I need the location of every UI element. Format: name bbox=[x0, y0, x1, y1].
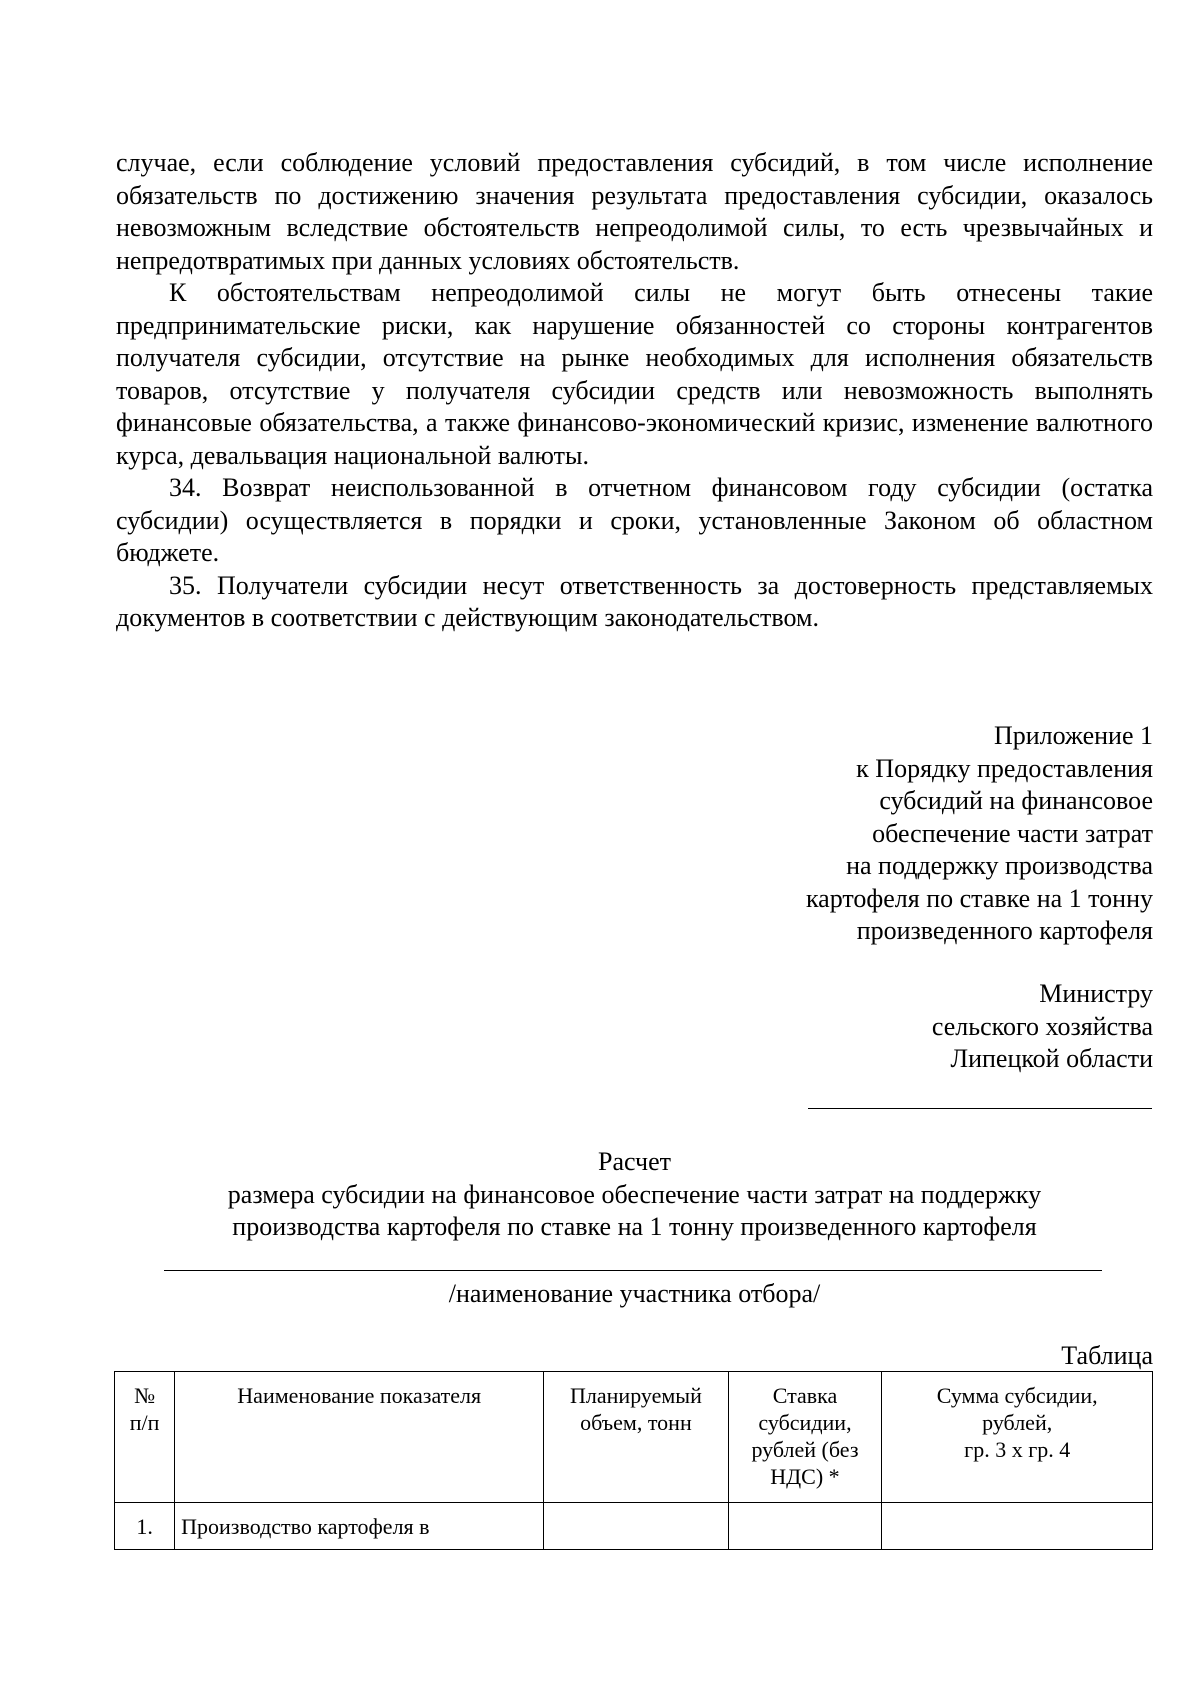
addressee-signature-line bbox=[808, 1108, 1152, 1109]
appendix-line: к Порядку предоставления bbox=[856, 753, 1153, 783]
addressee-block bbox=[932, 978, 1153, 1076]
header-rate-line: Ставка bbox=[772, 1383, 838, 1408]
calculation-subtitle-line: размера субсидии на финансовое обеспечение части затрат на поддержку bbox=[227, 1179, 1042, 1209]
appendix-line: на поддержку производства bbox=[846, 851, 1153, 880]
paragraph-business-risks: К обстоятельствам непреодолимой силы не могут быть отнесены такие предпринимательские риски, как нарушение обязанностей со стороны контрагентов получателя субсидии, отсутствие на рынке необходимых для исполнения обязательств товаров, отсутствие у получателя субсидии средств или невозможность выполнять финансовые обязательства, а также финансово-экономический кризис, изменение валютного курса, девальвация национальной валюты. bbox=[116, 278, 1153, 470]
header-sum-line: Сумма субсидии, bbox=[936, 1383, 1098, 1408]
header-sum-line: рублей, bbox=[982, 1410, 1053, 1435]
addressee-line: Липецкой области bbox=[950, 1044, 1153, 1073]
header-sum-line: гр. 3 х гр. 4 bbox=[964, 1437, 1071, 1462]
appendix-line: субсидий на финансовое bbox=[879, 786, 1153, 815]
header-rate-line: НДС) * bbox=[770, 1464, 840, 1489]
cell-num: 1. bbox=[115, 1503, 175, 1550]
appendix-heading bbox=[806, 720, 1153, 948]
paragraph-force-majeure-continuation: случае, если соблюдение условий предоставления субсидий, в том числе исполнение обязательств по достижению значения результата предоставления субсидии, оказалось невозможным вследствие обстоятельств непреодолимой силы, то есть чрезвычайных и непредотвратимых при данных условиях обстоятельств. bbox=[116, 148, 1153, 275]
calculation-title: Расчет bbox=[598, 1147, 671, 1176]
addressee-line: сельского хозяйства bbox=[931, 1011, 1153, 1041]
header-name-text: Наименование показателя bbox=[237, 1383, 482, 1408]
appendix-line: картофеля по ставке на 1 тонну bbox=[805, 883, 1153, 913]
table-row bbox=[115, 1503, 1153, 1550]
calculation-subtitle-line: производства картофеля по ставке на 1 тонну произведенного картофеля bbox=[232, 1212, 1037, 1241]
appendix-line: Приложение 1 bbox=[993, 721, 1153, 750]
header-num-line: № bbox=[134, 1383, 156, 1408]
paragraph-item-34: 34. Возврат неиспользованной в отчетном финансовом году субсидии (остатка субсидии) осуществляется в порядки и сроки, установленные Законом об областном бюджете. bbox=[116, 473, 1153, 567]
appendix-line: обеспечение части затрат bbox=[872, 818, 1153, 848]
cell-name: Производство картофеля в bbox=[175, 1503, 544, 1550]
participant-caption: /наименование участника отбора/ bbox=[448, 1279, 821, 1308]
participant-name-line bbox=[164, 1270, 1102, 1271]
table-label: Таблица bbox=[1061, 1341, 1153, 1370]
header-num bbox=[115, 1372, 175, 1503]
paragraph-item-35: 35. Получатели субсидии несут ответственность за достоверность представляемых документов в соответствии с действующим законодательством. bbox=[116, 570, 1153, 632]
appendix-line: произведенного картофеля bbox=[856, 916, 1153, 945]
cell-planned-volume bbox=[544, 1503, 728, 1550]
header-planned-volume bbox=[544, 1372, 728, 1503]
cell-subsidy-rate bbox=[728, 1503, 882, 1550]
header-rate-line: субсидии, bbox=[758, 1410, 852, 1435]
calculation-title-block bbox=[116, 1146, 1153, 1244]
header-num-line: п/п bbox=[129, 1410, 160, 1435]
header-plan-line: Планируемый bbox=[570, 1383, 702, 1408]
addressee-line: Министру bbox=[1039, 979, 1153, 1008]
header-subsidy-sum bbox=[882, 1372, 1153, 1503]
header-rate-line: рублей (без bbox=[751, 1437, 859, 1462]
body-text bbox=[116, 147, 1153, 635]
header-name bbox=[175, 1372, 544, 1503]
header-subsidy-rate bbox=[728, 1372, 882, 1503]
calculation-table bbox=[114, 1371, 1153, 1550]
header-plan-line: объем, тонн bbox=[580, 1410, 692, 1435]
cell-subsidy-sum bbox=[882, 1503, 1153, 1550]
table-header-row bbox=[115, 1372, 1153, 1503]
